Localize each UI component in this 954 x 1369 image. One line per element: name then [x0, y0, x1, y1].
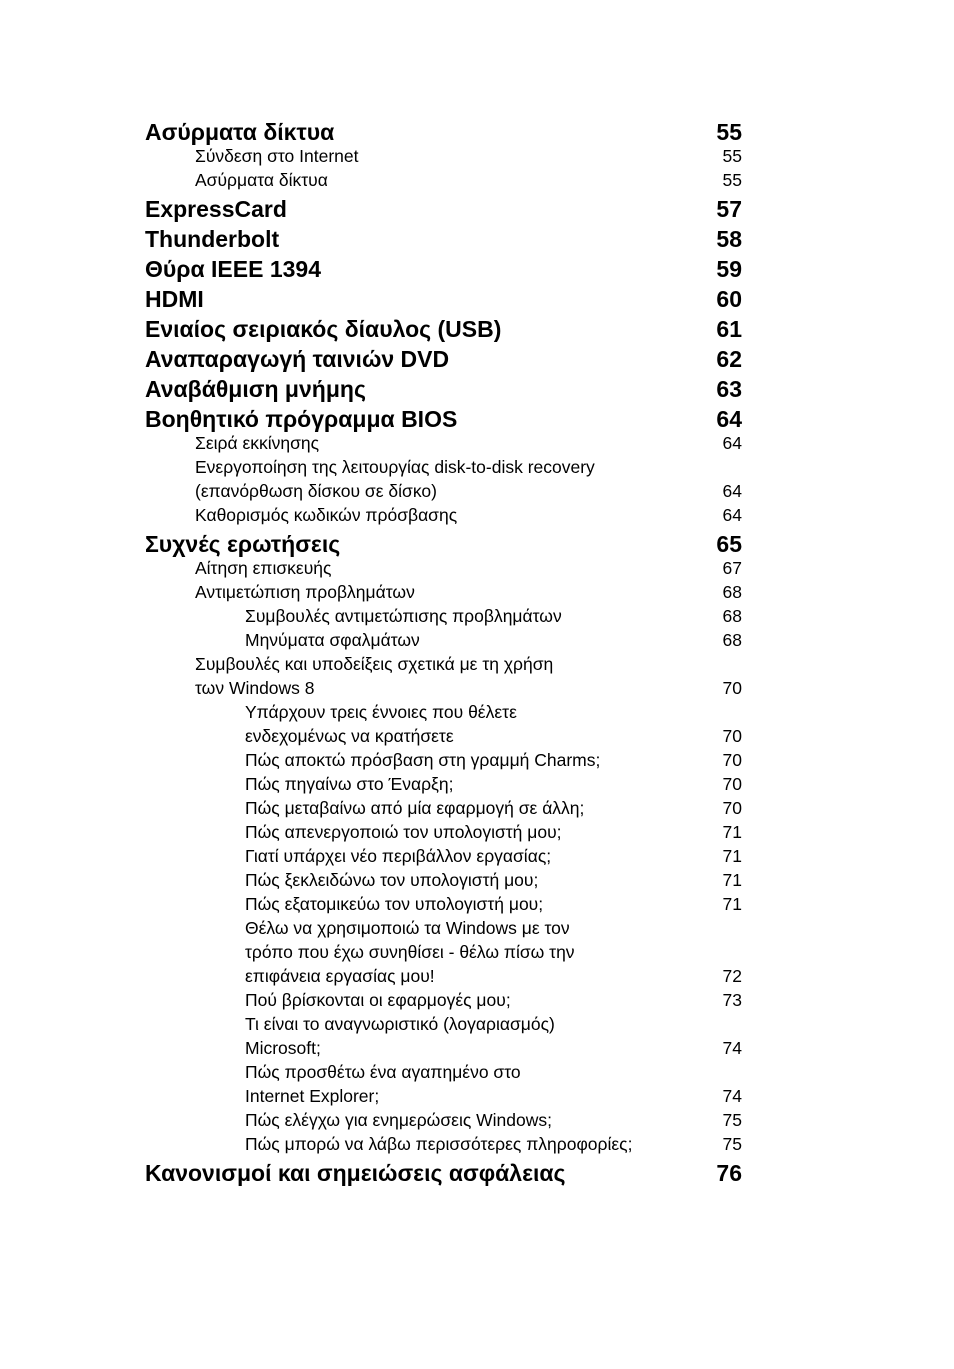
toc-page-number: 67: [722, 558, 742, 578]
toc-section[interactable]: [0, 557, 954, 579]
toc-page-number: 68: [722, 606, 742, 626]
toc-subsection[interactable]: [0, 605, 954, 627]
toc-page-number: 64: [722, 433, 742, 453]
toc-subsection[interactable]: [0, 749, 954, 771]
toc-entry-title: Συμβουλές και υποδείξεις σχετικά με τη χρήση: [195, 654, 554, 674]
toc-page-number: 55: [722, 170, 742, 190]
toc-page-number: 61: [716, 316, 742, 342]
toc-entry-title: Θύρα IEEE 1394: [145, 256, 322, 282]
toc-page-number: 70: [722, 726, 742, 746]
toc-chapter[interactable]: [0, 285, 954, 313]
toc-page-number: 72: [722, 966, 742, 986]
toc-entry-title: Πού βρίσκονται οι εφαρμογές μου;: [245, 990, 511, 1010]
toc-chapter[interactable]: [0, 405, 954, 433]
toc-section[interactable]: [0, 145, 954, 167]
toc-entry-title: των Windows 8: [195, 678, 315, 698]
toc-page-number: 71: [722, 846, 742, 866]
toc-subsection[interactable]: [0, 989, 954, 1011]
toc-page-number: 68: [722, 630, 742, 650]
toc-entry-title: Πώς μεταβαίνω από μία εφαρμογή σε άλλη;: [245, 798, 585, 818]
toc-chapter[interactable]: [0, 315, 954, 343]
toc-entry-title: Internet Explorer;: [245, 1086, 380, 1106]
toc-entry-title: Πώς μπορώ να λάβω περισσότερες πληροφορίες;: [245, 1134, 633, 1154]
toc-subsection[interactable]: [0, 869, 954, 891]
toc-page-number: 76: [716, 1160, 742, 1186]
toc-chapter[interactable]: [0, 118, 954, 146]
toc-entry-title: Πώς πηγαίνω στο Έναρξη;: [245, 774, 454, 794]
toc-subsection[interactable]: [0, 701, 954, 723]
toc-section[interactable]: [0, 504, 954, 526]
toc-subsection[interactable]: [0, 821, 954, 843]
toc-entry-title: επιφάνεια εργασίας μου!: [245, 966, 435, 986]
toc-subsection[interactable]: [0, 941, 954, 963]
toc-page-number: 57: [716, 196, 742, 222]
toc-entry-title: Αντιμετώπιση προβλημάτων: [195, 582, 415, 602]
toc-entry-title: Συμβουλές αντιμετώπισης προβλημάτων: [245, 606, 562, 626]
toc-entry-title: Υπάρχουν τρεις έννοιες που θέλετε: [245, 702, 517, 722]
toc-subsection[interactable]: [0, 845, 954, 867]
toc-entry-title: Microsoft;: [245, 1038, 321, 1058]
toc-entry-title: Πώς ελέγχω για ενημερώσεις Windows;: [245, 1110, 552, 1130]
toc-entry-title: ExpressCard: [145, 196, 287, 222]
toc-page-number: 64: [722, 481, 742, 501]
toc-subsection[interactable]: [0, 1013, 954, 1035]
toc-section[interactable]: [0, 480, 954, 502]
toc-entry-title: Γιατί υπάρχει νέο περιβάλλον εργασίας;: [245, 846, 552, 866]
toc-entry-title: Πώς αποκτώ πρόσβαση στη γραμμή Charms;: [245, 750, 601, 770]
toc-entry-title: Κανονισμοί και σημειώσεις ασφάλειας: [145, 1160, 566, 1186]
toc-page-number: 63: [716, 376, 742, 402]
toc-page-number: 74: [722, 1086, 742, 1106]
toc-entry-title: Τι είναι το αναγνωριστικό (λογαριασμός): [245, 1014, 555, 1034]
toc-page-number: 71: [722, 822, 742, 842]
toc-subsection[interactable]: [0, 965, 954, 987]
toc-section[interactable]: [0, 169, 954, 191]
toc-subsection[interactable]: [0, 1037, 954, 1059]
toc-entry-title: Πώς εξατομικεύω τον υπολογιστή μου;: [245, 894, 544, 914]
toc-subsection[interactable]: [0, 1109, 954, 1131]
toc-page-number: 71: [722, 894, 742, 914]
toc-entry-title: Thunderbolt: [145, 226, 280, 252]
toc-entry-title: Καθορισμός κωδικών πρόσβασης: [195, 505, 458, 525]
toc-entry-title: Πώς προσθέτω ένα αγαπημένο στο: [245, 1062, 521, 1082]
toc-page-number: 62: [716, 346, 742, 372]
toc-page-number: 70: [722, 798, 742, 818]
toc-entry-title: τρόπο που έχω συνηθίσει - θέλω πίσω την: [245, 942, 575, 962]
toc-entry-title: Βοηθητικό πρόγραμμα BIOS: [145, 406, 458, 432]
toc-subsection[interactable]: [0, 917, 954, 939]
toc-page-number: 74: [722, 1038, 742, 1058]
toc-entry-title: ενδεχομένως να κρατήσετε: [245, 726, 454, 746]
toc-subsection[interactable]: [0, 629, 954, 651]
toc-subsection[interactable]: [0, 1133, 954, 1155]
toc-chapter[interactable]: [0, 195, 954, 223]
toc-page-number: 70: [722, 750, 742, 770]
toc-page-number: 65: [716, 531, 742, 557]
toc-entry-title: Ενιαίος σειριακός δίαυλος (USB): [145, 316, 502, 342]
toc-page-number: 55: [722, 146, 742, 166]
toc-chapter[interactable]: [0, 375, 954, 403]
toc-page-number: 64: [716, 406, 742, 432]
toc-page-number: 70: [722, 774, 742, 794]
toc-entry-title: Σύνδεση στο Internet: [195, 146, 359, 166]
toc-page-number: 75: [722, 1110, 742, 1130]
toc-chapter[interactable]: [0, 225, 954, 253]
toc-entry-title: Πώς ξεκλειδώνω τον υπολογιστή μου;: [245, 870, 539, 890]
toc-subsection[interactable]: [0, 1085, 954, 1107]
toc-entry-title: Αναβάθμιση μνήμης: [145, 376, 366, 402]
toc-section[interactable]: [0, 677, 954, 699]
toc-section[interactable]: [0, 456, 954, 478]
toc-entry-title: Μηνύματα σφαλμάτων: [245, 630, 420, 650]
toc-chapter[interactable]: [0, 345, 954, 373]
toc-entry-title: Συχνές ερωτήσεις: [145, 531, 341, 557]
toc-subsection[interactable]: [0, 725, 954, 747]
toc-entry-title: HDMI: [145, 286, 204, 312]
toc-page-number: 59: [716, 256, 742, 282]
toc-page-number: 55: [716, 119, 742, 145]
toc-subsection[interactable]: [0, 893, 954, 915]
toc-page-number: 75: [722, 1134, 742, 1154]
toc-subsection[interactable]: [0, 773, 954, 795]
toc-page-number: 58: [716, 226, 742, 252]
toc-page-number: 70: [722, 678, 742, 698]
toc-subsection[interactable]: [0, 797, 954, 819]
toc-entry-title: Ενεργοποίηση της λειτουργίας disk-to-disk recovery: [195, 457, 595, 477]
toc-chapter[interactable]: [0, 255, 954, 283]
toc-section[interactable]: [0, 432, 954, 454]
toc-entry-title: (επανόρθωση δίσκου σε δίσκο): [195, 481, 437, 501]
toc-entry-title: Πώς απενεργοποιώ τον υπολογιστή μου;: [245, 822, 562, 842]
toc-entry-title: Ασύρματα δίκτυα: [145, 119, 335, 145]
toc-entry-title: Αίτηση επισκευής: [195, 558, 332, 578]
toc-entry-title: Ασύρματα δίκτυα: [195, 170, 328, 190]
toc-page-number: 60: [716, 286, 742, 312]
toc-chapter[interactable]: [0, 1159, 954, 1187]
toc-entry-title: Αναπαραγωγή ταινιών DVD: [145, 346, 450, 372]
toc-chapter[interactable]: [0, 530, 954, 558]
toc-page-number: 71: [722, 870, 742, 890]
toc-section[interactable]: [0, 653, 954, 675]
toc-section[interactable]: [0, 581, 954, 603]
toc-page-number: 68: [722, 582, 742, 602]
toc-entry-title: Σειρά εκκίνησης: [195, 433, 320, 453]
toc-page-number: 73: [722, 990, 742, 1010]
toc-page-number: 64: [722, 505, 742, 525]
toc-subsection[interactable]: [0, 1061, 954, 1083]
toc-entry-title: Θέλω να χρησιμοποιώ τα Windows με τον: [245, 918, 570, 938]
